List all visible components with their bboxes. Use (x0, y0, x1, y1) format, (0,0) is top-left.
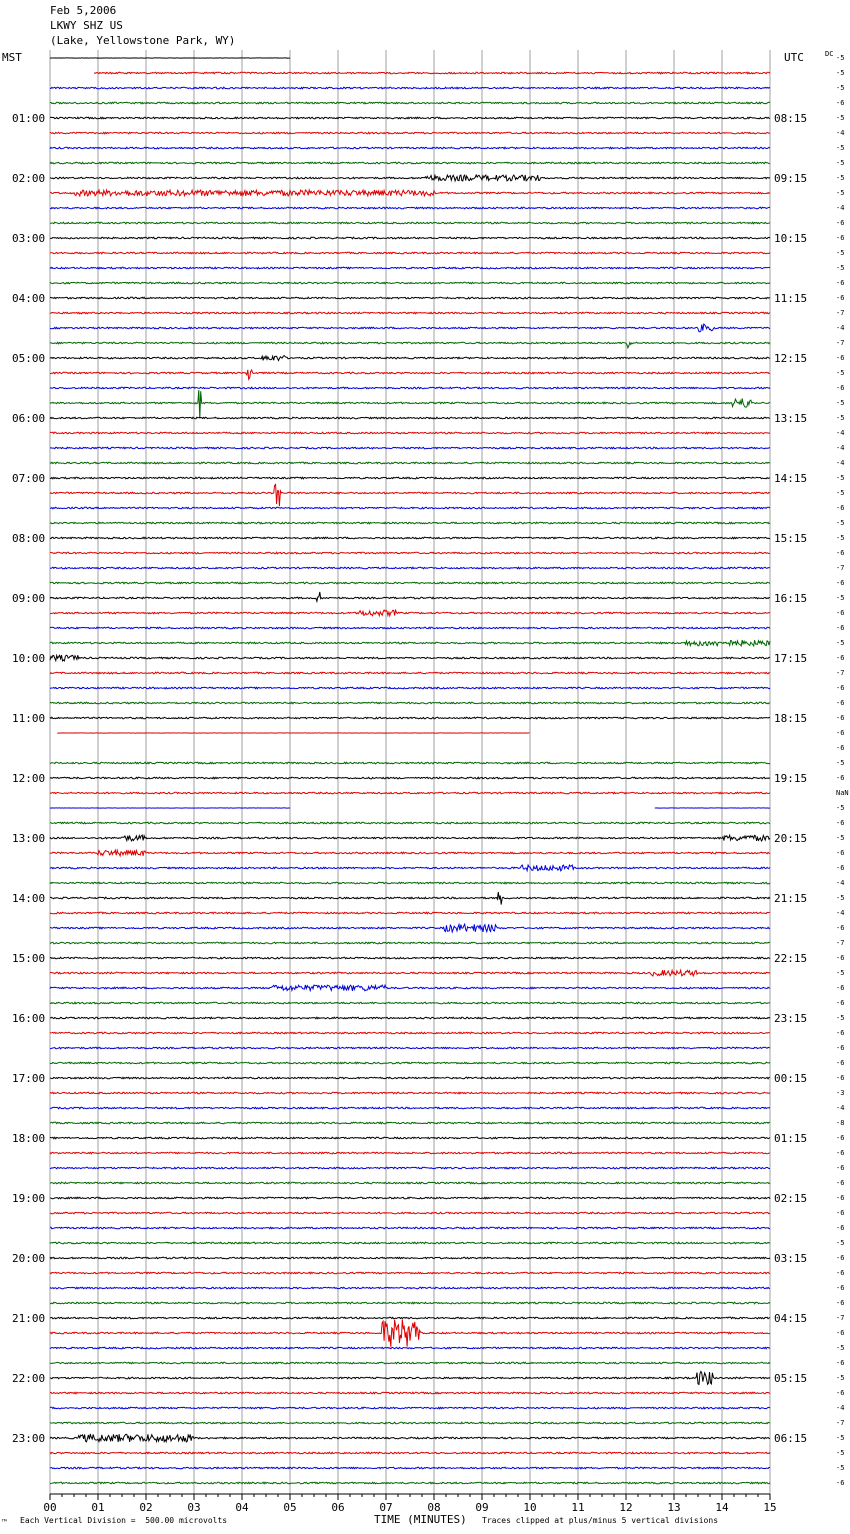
x-tick-label: 07 (379, 1501, 393, 1514)
trace-row-16 (50, 297, 770, 299)
dc-offset-label: -7 (836, 669, 845, 677)
dc-offset-label: -4 (836, 324, 845, 332)
dc-offset-label: -5 (836, 414, 845, 422)
trace-row-29 (50, 485, 770, 507)
trace-row-43 (50, 702, 770, 704)
dc-offset-label: -5 (836, 1449, 845, 1457)
trace-row-84 (50, 1317, 770, 1319)
dc-offset-label: -4 (836, 909, 845, 917)
right-hour-label: 02:15 (774, 1192, 808, 1205)
trace-row-14 (50, 267, 770, 269)
left-hour-label: 02:00 (12, 172, 46, 185)
station-location: (Lake, Yellowstone Park, WY) (50, 34, 236, 47)
left-hour-label: 01:00 (12, 112, 46, 125)
dc-offset-label: -5 (836, 969, 845, 977)
dc-offset-label: -6 (836, 819, 845, 827)
dc-offsets (836, 54, 849, 1487)
left-hour-label: 22:00 (12, 1372, 46, 1385)
trace-row-94 (50, 1467, 770, 1469)
trace-row-38 (50, 627, 770, 629)
trace-row-26 (50, 447, 770, 449)
dc-offset-label: -6 (836, 729, 845, 737)
dc-offset-label: -5 (836, 174, 845, 182)
trace-row-19 (50, 342, 770, 348)
right-hour-label: 00:15 (774, 1072, 808, 1085)
dc-offset-label: -7 (836, 564, 845, 572)
dc-offset-label: -5 (836, 1344, 845, 1352)
trace-row-81 (50, 1272, 770, 1274)
dc-offset-label: -3 (836, 1089, 845, 1097)
trace-row-40 (50, 655, 770, 661)
trace-row-89 (50, 1392, 770, 1394)
dc-offset-label: -5 (836, 264, 845, 272)
dc-offset-label: -6 (836, 354, 845, 362)
trace-row-70 (50, 1107, 770, 1109)
dc-offset-label: -4 (836, 429, 845, 437)
right-hour-label: 15:15 (774, 532, 808, 545)
dc-offset-label: -6 (836, 234, 845, 242)
right-hour-label: 03:15 (774, 1252, 808, 1265)
x-tick-label: 12 (619, 1501, 633, 1514)
trace-row-79 (50, 1242, 770, 1244)
trace-row-60 (50, 957, 770, 959)
x-axis-title: TIME (MINUTES) (374, 1513, 467, 1526)
trace-row-37 (50, 610, 770, 616)
dc-offset-label: -7 (836, 939, 845, 947)
dc-offset-label: -6 (836, 774, 845, 782)
left-hour-label: 15:00 (12, 952, 46, 965)
trace-row-78 (50, 1227, 770, 1229)
right-hour-label: 08:15 (774, 112, 808, 125)
trace-row-73 (50, 1152, 770, 1154)
trace-row-91 (50, 1422, 770, 1424)
trace-row-95 (50, 1482, 770, 1484)
trace-row-32 (50, 537, 770, 539)
trace-row-62 (50, 985, 770, 991)
dc-offset-label: -6 (836, 1149, 845, 1157)
trace-row-22 (50, 387, 770, 389)
trace-row-71 (50, 1122, 770, 1124)
dc-offset-label: -6 (836, 1254, 845, 1262)
trace-row-2 (50, 87, 770, 89)
axis-labels (12, 112, 807, 1445)
dc-offset-label: -6 (836, 1029, 845, 1037)
trace-row-53 (50, 850, 770, 856)
right-hour-label: 06:15 (774, 1432, 808, 1445)
dc-offset-label: -6 (836, 1179, 845, 1187)
dc-offset-label: -6 (836, 579, 845, 587)
trace-row-92 (50, 1434, 770, 1442)
left-hour-label: 12:00 (12, 772, 46, 785)
dc-offset-label: -5 (836, 69, 845, 77)
trace-row-55 (50, 882, 770, 884)
trace-row-6 (50, 147, 770, 149)
right-hour-label: 16:15 (774, 592, 808, 605)
dc-offset-label: -6 (836, 1284, 845, 1292)
dc-offset-label: -6 (836, 654, 845, 662)
right-hour-label: 20:15 (774, 832, 808, 845)
trace-row-13 (50, 252, 770, 254)
trace-row-20 (50, 356, 770, 361)
trace-row-5 (50, 132, 770, 134)
trace-row-48 (50, 777, 770, 779)
dc-offset-label: -6 (836, 714, 845, 722)
x-tick-label: 02 (139, 1501, 153, 1514)
x-tick-label: 08 (427, 1501, 441, 1514)
x-tick-label: 04 (235, 1501, 249, 1514)
trace-row-64 (50, 1017, 770, 1019)
trace-row-33 (50, 552, 770, 554)
dc-offset-label: -5 (836, 1374, 845, 1382)
right-hour-label: 12:15 (774, 352, 808, 365)
dc-offset-label: -5 (836, 1014, 845, 1022)
dc-offset-label: -5 (836, 759, 845, 767)
right-hour-label: 14:15 (774, 472, 808, 485)
dc-offset-label: -4 (836, 204, 845, 212)
dc-offset-label: -6 (836, 1359, 845, 1367)
dc-offset-label: -6 (836, 1299, 845, 1307)
trace-row-49 (50, 792, 770, 794)
dc-offset-label: -6 (836, 954, 845, 962)
dc-offset-label: NaN (836, 789, 849, 797)
trace-row-51 (50, 822, 770, 824)
dc-offset-label: -7 (836, 1419, 845, 1427)
left-hour-label: 10:00 (12, 652, 46, 665)
left-hour-label: 17:00 (12, 1072, 46, 1085)
dc-offset-label: -5 (836, 189, 845, 197)
dc-offset-label: -5 (836, 534, 845, 542)
trace-row-90 (50, 1407, 770, 1409)
trace-row-35 (50, 582, 770, 584)
right-hour-label: 13:15 (774, 412, 808, 425)
trace-row-80 (50, 1257, 770, 1259)
trace-row-31 (50, 522, 770, 524)
trace-row-1 (94, 72, 770, 74)
trace-row-18 (50, 324, 770, 332)
x-tick-label: 03 (187, 1501, 201, 1514)
trace-row-68 (50, 1077, 770, 1079)
trace-row-30 (50, 507, 770, 509)
trace-row-15 (50, 282, 770, 284)
trace-row-76 (50, 1197, 770, 1199)
dc-offset-label: -6 (836, 849, 845, 857)
right-hour-label: 01:15 (774, 1132, 808, 1145)
dc-offset-label: -5 (836, 894, 845, 902)
dc-offset-label: -6 (836, 549, 845, 557)
station-code: LKWY SHZ US (50, 19, 123, 32)
dc-offset-label: -4 (836, 129, 845, 137)
trace-row-25 (50, 432, 770, 434)
x-tick-label: 15 (763, 1501, 777, 1514)
dc-offset-label: -6 (836, 1134, 845, 1142)
right-timezone-label: UTC (784, 51, 804, 64)
dc-offset-label: -5 (836, 144, 845, 152)
left-timezone-label: MST (2, 51, 22, 64)
dc-offset-label: -6 (836, 1194, 845, 1202)
dc-offset-label: -6 (836, 609, 845, 617)
left-hour-label: 08:00 (12, 532, 46, 545)
trace-row-59 (50, 942, 770, 944)
dc-offset-label: -5 (836, 834, 845, 842)
x-tick-label: 01 (91, 1501, 105, 1514)
right-hour-label: 21:15 (774, 892, 808, 905)
x-tick-label: 11 (571, 1501, 585, 1514)
dc-offset-label: -4 (836, 1104, 845, 1112)
left-hour-label: 07:00 (12, 472, 46, 485)
right-hour-label: 22:15 (774, 952, 808, 965)
dc-offset-label: -6 (836, 384, 845, 392)
trace-row-58 (50, 924, 770, 932)
dc-offset-label: -6 (836, 744, 845, 752)
left-hour-label: 04:00 (12, 292, 46, 305)
trace-row-56 (50, 892, 770, 905)
left-hour-label: 09:00 (12, 592, 46, 605)
trace-row-34 (50, 567, 770, 569)
right-hour-label: 09:15 (774, 172, 808, 185)
left-hour-label: 05:00 (12, 352, 46, 365)
dc-offset-label: -5 (836, 1239, 845, 1247)
dc-offset-label: -6 (836, 219, 845, 227)
left-hour-label: 16:00 (12, 1012, 46, 1025)
trace-row-61 (50, 970, 770, 976)
x-tick-label: 05 (283, 1501, 297, 1514)
dc-offset-label: -6 (836, 1059, 845, 1067)
trace-row-3 (50, 102, 770, 104)
dc-offset-label: -5 (836, 159, 845, 167)
scale-note: Each Vertical Division = 500.00 microvolts (20, 1516, 228, 1525)
left-hour-label: 19:00 (12, 1192, 46, 1205)
x-tick-label: 14 (715, 1501, 729, 1514)
trace-row-77 (50, 1212, 770, 1214)
corner-mark: ™ (2, 1518, 7, 1527)
dc-offset-label: -6 (836, 1224, 845, 1232)
trace-row-83 (50, 1302, 770, 1304)
dc-offset-label: -6 (836, 699, 845, 707)
dc-offset-label: -4 (836, 444, 845, 452)
trace-row-65 (50, 1032, 770, 1034)
dc-offset-label: -5 (836, 249, 845, 257)
x-tick-label: 06 (331, 1501, 345, 1514)
right-hour-label: 11:15 (774, 292, 808, 305)
dc-offset-label: -6 (836, 294, 845, 302)
dc-offset-label: -6 (836, 1164, 845, 1172)
trace-row-63 (50, 1002, 770, 1004)
trace-row-4 (50, 117, 770, 119)
trace-row-17 (50, 312, 770, 314)
dc-offset-label: -6 (836, 99, 845, 107)
x-tick-label: 09 (475, 1501, 489, 1514)
dc-offset-label: -8 (836, 1119, 845, 1127)
trace-row-47 (50, 762, 770, 764)
trace-row-12 (50, 237, 770, 239)
dc-offset-label: -4 (836, 1404, 845, 1412)
dc-offset-label: -6 (836, 1269, 845, 1277)
left-hour-label: 11:00 (12, 712, 46, 725)
trace-row-27 (50, 462, 770, 464)
right-hour-label: 04:15 (774, 1312, 808, 1325)
dc-offset-label: -6 (836, 1044, 845, 1052)
trace-row-11 (50, 222, 770, 224)
trace-row-28 (50, 477, 770, 479)
dc-offset-label: -5 (836, 489, 845, 497)
trace-row-93 (50, 1452, 770, 1454)
dc-offset-label: -4 (836, 459, 845, 467)
dc-offset-label: -6 (836, 1389, 845, 1397)
trace-row-69 (50, 1092, 770, 1094)
dc-offset-label: -6 (836, 624, 845, 632)
dc-offset-label: -7 (836, 309, 845, 317)
trace-row-54 (50, 865, 770, 871)
dc-offset-label: -6 (836, 1329, 845, 1337)
trace-row-87 (50, 1362, 770, 1364)
right-hour-label: 17:15 (774, 652, 808, 665)
trace-row-86 (50, 1347, 770, 1349)
trace-row-44 (50, 717, 770, 719)
trace-row-41 (50, 672, 770, 674)
dc-offset-label: -6 (836, 279, 845, 287)
left-hour-label: 06:00 (12, 412, 46, 425)
trace-row-23 (50, 390, 770, 418)
left-hour-label: 18:00 (12, 1132, 46, 1145)
trace-row-82 (50, 1287, 770, 1289)
trace-row-66 (50, 1047, 770, 1049)
dc-offset-label: -7 (836, 1314, 845, 1322)
left-hour-label: 21:00 (12, 1312, 46, 1325)
trace-row-24 (50, 417, 770, 419)
clip-note: Traces clipped at plus/minus 5 vertical divisions (482, 1516, 719, 1525)
trace-row-72 (50, 1137, 770, 1139)
dc-offset-label: -6 (836, 864, 845, 872)
dc-offset-label: -5 (836, 519, 845, 527)
trace-row-36 (50, 592, 770, 601)
trace-row-9 (50, 190, 770, 196)
trace-row-52 (50, 835, 770, 841)
record-date: Feb 5,2006 (50, 4, 117, 17)
x-tick-label: 10 (523, 1501, 537, 1514)
dc-offset-label: -5 (836, 369, 845, 377)
trace-row-8 (50, 175, 770, 181)
right-hour-label: 19:15 (774, 772, 808, 785)
dc-offset-label: -6 (836, 1074, 845, 1082)
trace-row-39 (50, 640, 770, 646)
dc-offset-label: -7 (836, 339, 845, 347)
right-hour-label: 10:15 (774, 232, 808, 245)
trace-row-74 (50, 1167, 770, 1169)
dc-offset-label: -5 (836, 84, 845, 92)
dc-header-label: DC (825, 50, 834, 58)
left-hour-label: 23:00 (12, 1432, 46, 1445)
dc-offset-label: -5 (836, 804, 845, 812)
trace-row-85 (50, 1319, 770, 1346)
dc-offset-label: -4 (836, 879, 845, 887)
dc-offset-label: -6 (836, 684, 845, 692)
seismic-traces (50, 58, 770, 1484)
dc-offset-label: -6 (836, 924, 845, 932)
dc-offset-label: -5 (836, 639, 845, 647)
dc-offset-label: -5 (836, 54, 845, 62)
x-tick-label: 00 (43, 1501, 57, 1514)
dc-offset-label: -5 (836, 399, 845, 407)
trace-row-42 (50, 687, 770, 689)
dc-offset-label: -5 (836, 114, 845, 122)
trace-row-21 (50, 370, 770, 380)
dc-offset-label: -5 (836, 594, 845, 602)
dc-offset-label: -6 (836, 1209, 845, 1217)
left-hour-label: 20:00 (12, 1252, 46, 1265)
dc-offset-label: -6 (836, 504, 845, 512)
trace-row-57 (50, 912, 770, 914)
trace-row-7 (50, 162, 770, 164)
dc-offset-label: -5 (836, 1464, 845, 1472)
dc-offset-label: -5 (836, 474, 845, 482)
trace-row-10 (50, 207, 770, 209)
trace-row-67 (50, 1062, 770, 1064)
trace-row-88 (50, 1371, 770, 1384)
left-hour-label: 14:00 (12, 892, 46, 905)
right-hour-label: 23:15 (774, 1012, 808, 1025)
left-hour-label: 03:00 (12, 232, 46, 245)
left-hour-label: 13:00 (12, 832, 46, 845)
x-tick-label: 13 (667, 1501, 681, 1514)
dc-offset-label: -6 (836, 984, 845, 992)
right-hour-label: 05:15 (774, 1372, 808, 1385)
trace-row-75 (50, 1182, 770, 1184)
right-hour-label: 18:15 (774, 712, 808, 725)
dc-offset-label: -6 (836, 1479, 845, 1487)
dc-offset-label: -6 (836, 999, 845, 1007)
dc-offset-label: -5 (836, 1434, 845, 1442)
